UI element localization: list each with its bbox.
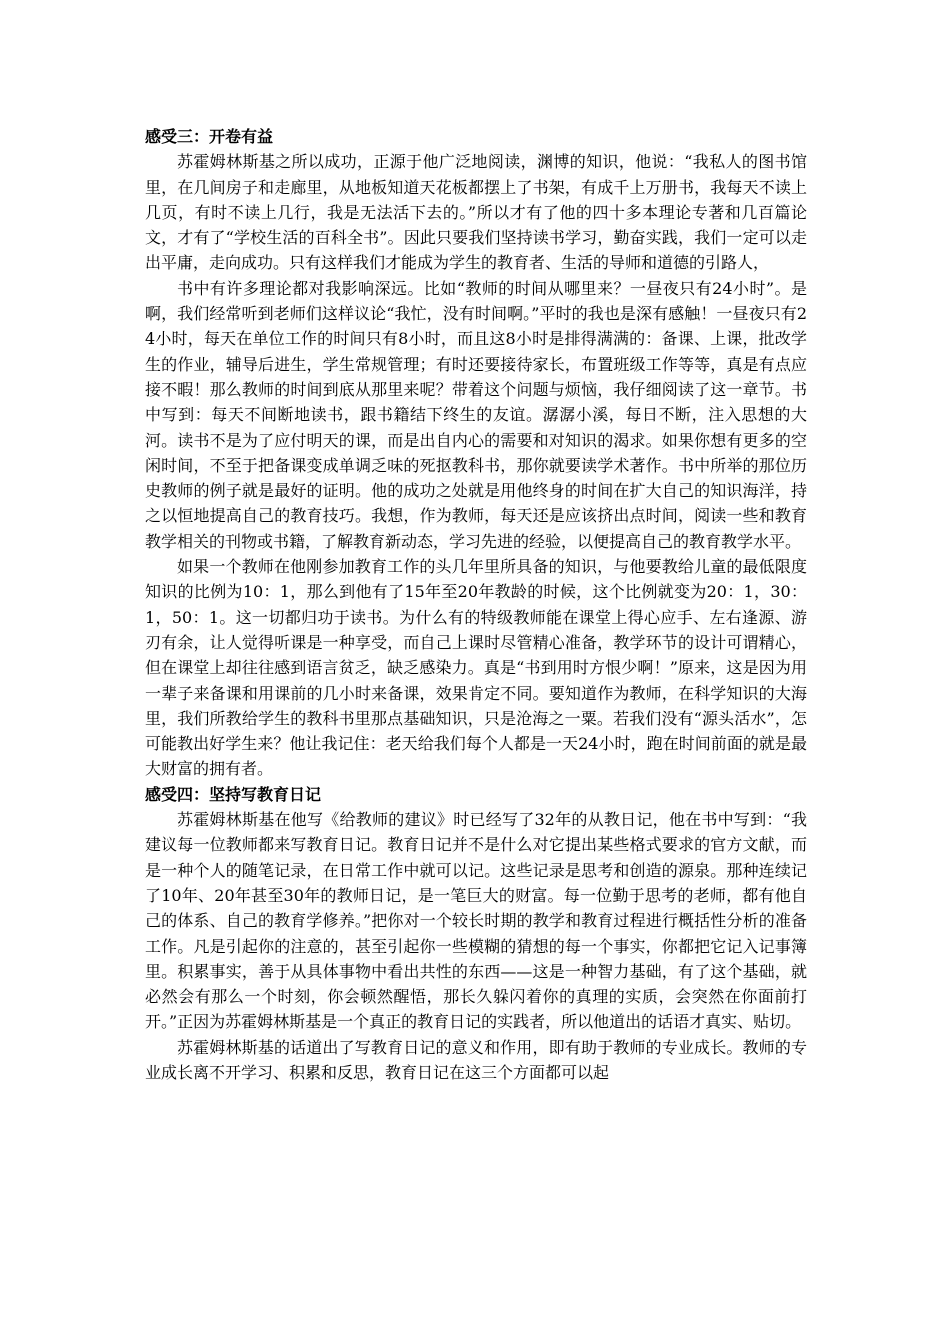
paragraph: 苏霍姆林斯基的话道出了写教育日记的意义和作用，即有助于教师的专业成长。教师的专业成长离不开学习、积累和反思，教育日记在这三个方面都可以起 — [145, 1037, 807, 1082]
paragraph: 如果一个教师在他刚参加教育工作的头几年里所具备的知识，与他要教给儿童的最低限度知识的比例为10：1，那么到他有了15年至20年教龄的时候，这个比例就变为20：1，30：1，50：1。这一切都归功于读书。为什么有的特级教师能在课堂上得心应手、左右逢源、游刃有余，让人觉得听课是一种享受，而自己上课时尽管精心准备，教学环节的设计可谓精心，但在课堂上却往往感到语言贫乏，缺乏感染力。真是“书到用时方恨少啊！”原来，这是因为用一辈子来备课和用课前的几小时来备课，效果肯定不同。要知道作为教师，在科学知识的大海里，我们所教给学生的教科书里那点基础知识，只是沧海之一粟。若我们没有“源头活水”，怎可能教出好学生来？他让我记住：老天给我们每个人都是一天24小时，跑在时间前面的就是最大财富的拥有者。 — [145, 557, 807, 779]
section-heading-3: 感受三：开卷有益 — [145, 127, 274, 146]
paragraph: 书中有许多理论都对我影响深远。比如“教师的时间从哪里来？一昼夜只有24小时”。是啊，我们经常听到老师们这样议论“我忙，没有时间啊。”平时的我也是深有感触！一昼夜只有24小时，每天在单位工作的时间只有8小时，而且这8小时是排得满满的：备课、上课，批改学生的作业，辅导后进生，学生常规管理；有时还要接待家长，布置班级工作等等，真是有点应接不暇！那么教师的时间到底从那里来呢？带着这个问题与烦恼，我仔细阅读了这一章节。书中写到：每天不间断地读书，跟书籍结下终生的友谊。潺潺小溪，每日不断，注入思想的大河。读书不是为了应付明天的课，而是出自内心的需要和对知识的渴求。如果你想有更多的空闲时间，不至于把备课变成单调乏味的死抠教科书，那你就要读学术著作。书中所举的那位历史教师的例子就是最好的证明。他的成功之处就是用他终身的时间在扩大自己的知识海洋，持之以恒地提高自己的教育技巧。我想，作为教师，每天还是应该挤出点时间，阅读一些和教育教学相关的刊物或书籍，了解教育新动态，学习先进的经验，以便提高自己的教育教学水平。 — [145, 278, 807, 551]
paragraph: 苏霍姆林斯基之所以成功，正源于他广泛地阅读，渊博的知识，他说：“我私人的图书馆里，在几间房子和走廊里，从地板知道天花板都摆上了书架，有成千上万册书，我每天不读上几页，有时不读上几行，我是无法活下去的。”所以才有了他的四十多本理论专著和几百篇论文，才有了“学校生活的百科全书”。因此只要我们坚持读书学习，勤奋实践，我们一定可以走出平庸，走向成功。只有这样我们才能成为学生的教育者、生活的导师和道德的引路人， — [145, 152, 807, 273]
document-page — [145, 124, 807, 1085]
section-heading-4: 感受四：坚持写教育日记 — [145, 784, 322, 804]
paragraph: 苏霍姆林斯基在他写《给教师的建议》时已经写了32年的从教日记，他在书中写到：“我建议每一位教师都来写教育日记。教育日记并不是什么对它提出某些格式要求的官方文献，而是一种个人的随笔记录，在日常工作中就可以记。这些记录是思考和创造的源泉。那种连续记了10年、20年甚至30年的教师日记，是一笔巨大的财富。每一位勤于思考的老师，都有他自己的体系、自己的教育学修养。”把你对一个较长时期的教学和教育过程进行概括性分析的准备工作。凡是引起你的注意的，甚至引起你一些模糊的猜想的每一个事实，你都把它记入记事簿里。积累事实，善于从具体事物中看出共性的东西——这是一种智力基础，有了这个基础，就必然会有那么一个时刻，你会顿然醒悟，那长久躲闪着你的真理的实质，会突然在你面前打开。”正因为苏霍姆林斯基是一个真正的教育日记的实践者，所以他道出的话语才真实、贴切。 — [145, 810, 807, 1032]
